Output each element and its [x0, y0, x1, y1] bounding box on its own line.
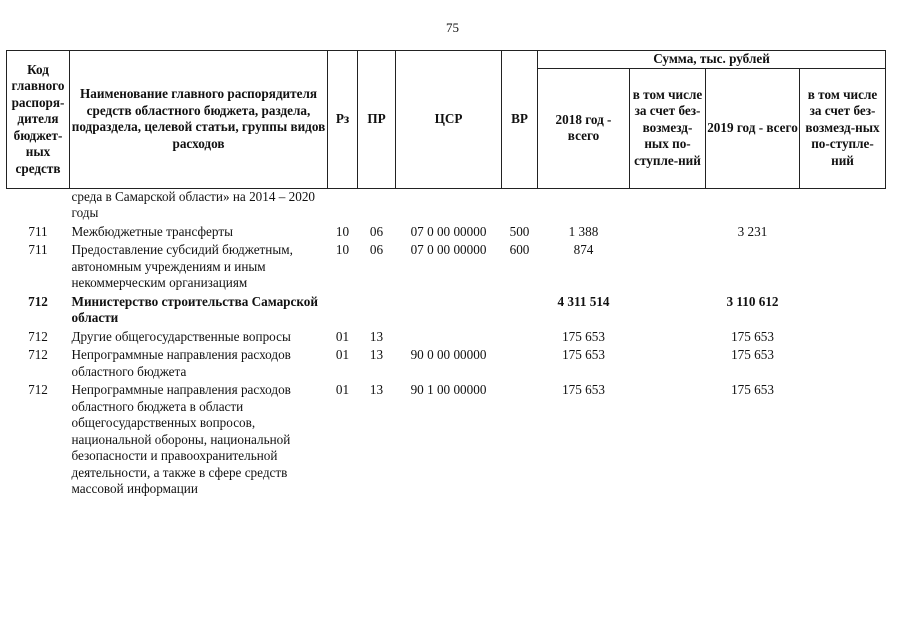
cell-2019-free	[800, 380, 886, 498]
cell-2019-free	[800, 188, 886, 222]
cell-rz: 01	[335, 347, 350, 362]
cell-2018-free	[630, 188, 706, 222]
cell-csr	[396, 188, 502, 222]
table-row	[7, 380, 886, 498]
cell-2018-total	[538, 188, 630, 222]
cell-2019-free	[800, 345, 886, 380]
header-csr: ЦСР	[396, 51, 502, 189]
cell-pr: 13	[369, 382, 384, 397]
cell-2019-free	[800, 222, 886, 241]
cell-rz: 01	[335, 382, 350, 397]
cell-rz	[328, 292, 358, 327]
cell-2018-total: 175 653	[562, 328, 605, 344]
cell-csr	[396, 292, 502, 327]
cell-rz	[328, 188, 358, 222]
cell-pr: 06	[369, 223, 384, 239]
cell-code: 711	[28, 242, 48, 257]
header-vr: ВР	[502, 51, 538, 189]
table-row	[7, 292, 886, 327]
cell-vr: 500	[509, 223, 530, 239]
cell-2018-free	[630, 327, 706, 346]
cell-code: 712	[28, 293, 48, 309]
cell-rz: 10	[335, 242, 350, 257]
cell-2018-total: 1 388	[568, 223, 599, 239]
header-2019-total: 2019 год - всего	[706, 68, 800, 188]
cell-2018-free	[630, 222, 706, 241]
table-row	[7, 327, 886, 346]
cell-2018-total: 175 653	[562, 347, 605, 362]
cell-code: 712	[28, 382, 48, 397]
cell-name: Непрограммные направления расходов областного бюджета в области общегосударственных вопросов, национальной обороны, национальной безопасности и правоохранительной деятельности, а также в сфере средств массовой информации	[71, 382, 291, 496]
cell-2018-total: 175 653	[562, 382, 605, 397]
budget-table	[6, 50, 886, 498]
cell-2018-free	[630, 380, 706, 498]
cell-2019-total: 175 653	[731, 347, 774, 362]
cell-code	[7, 188, 70, 222]
header-sum: Сумма, тыс. рублей	[538, 51, 886, 69]
table-row	[7, 345, 886, 380]
cell-csr: 90 0 00 00000	[410, 347, 487, 362]
cell-2019-free	[800, 292, 886, 327]
cell-vr	[502, 345, 538, 380]
cell-2018-total: 874	[573, 242, 594, 257]
cell-2019-total: 175 653	[731, 382, 774, 397]
header-2019-free: в том числе за счет без-возмезд-ных по-ступле-ний	[800, 68, 886, 188]
cell-vr	[502, 327, 538, 346]
cell-2019-total: 3 110 612	[726, 293, 779, 309]
cell-name: Предоставление субсидий бюджетным, автономным учреждениям и иным некоммерческим организациям	[71, 242, 293, 290]
header-2018-total: 2018 год - всего	[538, 68, 630, 188]
cell-vr	[502, 292, 538, 327]
header-rz: Рз	[328, 51, 358, 189]
cell-name: среда в Самарской области» на 2014 – 2020 годы	[71, 188, 316, 220]
cell-2018-free	[630, 240, 706, 292]
cell-2018-total: 4 311 514	[557, 293, 610, 309]
cell-2018-free	[630, 345, 706, 380]
cell-pr: 13	[369, 328, 384, 344]
cell-rz: 10	[335, 223, 350, 239]
cell-csr	[396, 327, 502, 346]
cell-2019-total	[706, 188, 800, 222]
cell-csr: 07 0 00 00000	[410, 242, 487, 257]
cell-name: Межбюджетные трансферты	[71, 223, 233, 239]
cell-csr: 07 0 00 00000	[410, 223, 487, 239]
cell-vr	[502, 380, 538, 498]
header-2018-free: в том числе за счет без-возмезд-ных по-ступле-ний	[630, 68, 706, 188]
cell-vr: 600	[509, 242, 530, 257]
cell-pr	[358, 188, 396, 222]
cell-name: Непрограммные направления расходов областного бюджета	[71, 347, 291, 379]
cell-2019-total	[706, 240, 800, 292]
page-number: 75	[446, 20, 459, 35]
cell-2019-free	[800, 327, 886, 346]
cell-2019-total: 175 653	[731, 328, 774, 344]
cell-rz: 01	[335, 328, 350, 344]
cell-2018-free	[630, 292, 706, 327]
cell-vr	[502, 188, 538, 222]
cell-2019-free	[800, 240, 886, 292]
cell-name: Другие общегосударственные вопросы	[71, 328, 291, 344]
cell-pr	[358, 292, 396, 327]
header-name: Наименование главного распорядителя средств областного бюджета, раздела, подраздела, целевой статьи, группы видов расходов	[70, 51, 328, 189]
cell-name: Министерство строительства Самарской области	[71, 293, 318, 325]
header-pr: ПР	[358, 51, 396, 189]
table-row	[7, 222, 886, 241]
table-row	[7, 240, 886, 292]
cell-2019-total: 3 231	[737, 223, 768, 239]
cell-code: 712	[28, 347, 48, 362]
cell-code: 711	[28, 223, 48, 239]
cell-code: 712	[28, 328, 48, 344]
cell-pr: 13	[369, 347, 384, 362]
header-code: Код главного распоря-дителя бюджет-ных средств	[7, 51, 70, 189]
cell-csr: 90 1 00 00000	[410, 382, 487, 397]
table-row	[7, 188, 886, 222]
cell-pr: 06	[369, 242, 384, 257]
